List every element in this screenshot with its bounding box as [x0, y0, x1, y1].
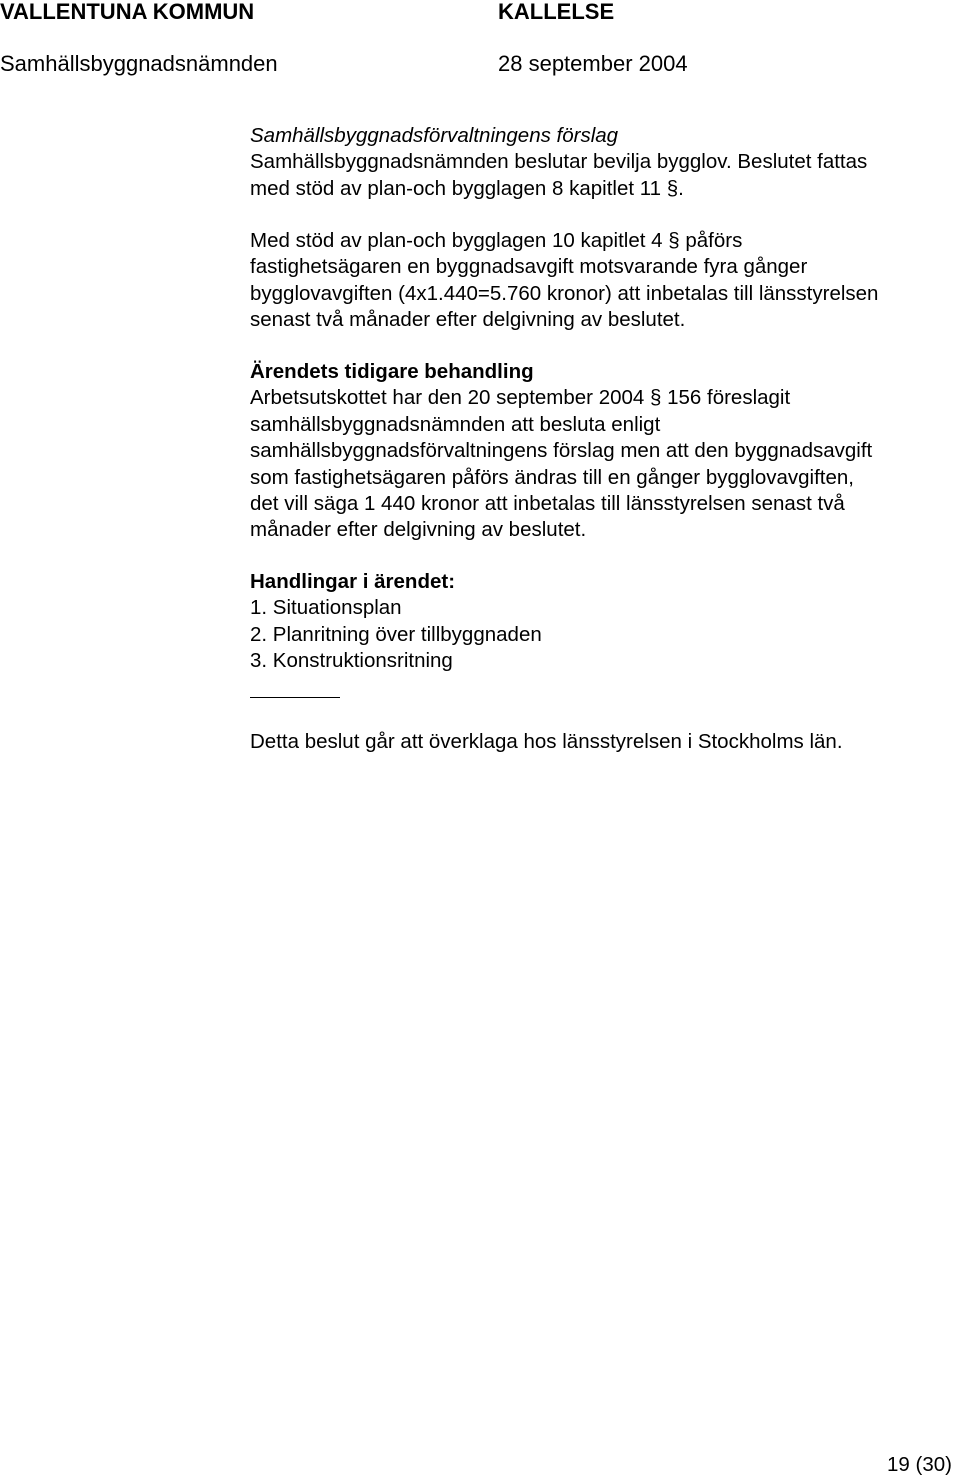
history-text-line: månader efter delgivning av beslutet.	[250, 518, 587, 542]
appeal-note: Detta beslut går att överklaga hos länsstyrelsen i Stockholms län.	[250, 730, 843, 753]
document-list-item: 2. Planritning över tillbyggnaden	[250, 622, 542, 646]
history-text-line: samhällsbyggnadsnämnden att besluta enligt	[250, 412, 661, 436]
organization-name: VALLENTUNA KOMMUN	[0, 0, 255, 24]
history-text-line: Arbetsutskottet har den 20 september 2004 § 156 föreslagit	[250, 386, 791, 410]
fee-text-line: fastighetsägaren en byggnadsavgift motsvarande fyra gånger	[250, 255, 808, 279]
history-text-line: samhällsbyggnadsförvaltningens förslag men att den byggnadsavgift	[250, 439, 873, 463]
history-text-line: som fastighetsägaren påförs ändras till en gånger bygglovavgiften,	[250, 465, 854, 489]
documents-heading: Handlingar i ärendet:	[250, 570, 456, 593]
document-list-item: 1. Situationsplan	[250, 596, 402, 620]
document-list-item: 3. Konstruktionsritning	[250, 649, 453, 673]
fee-text-line: senast två månader efter delgivning av beslutet.	[250, 308, 686, 332]
proposal-section	[250, 123, 867, 202]
fee-text-line: bygglovavgiften (4x1.440=5.760 kronor) att inbetalas till länsstyrelsen	[250, 281, 879, 305]
page-number: 19 (30)	[887, 1453, 952, 1476]
fee-paragraph	[250, 228, 878, 334]
history-section	[250, 359, 872, 544]
committee-name: Samhällsbyggnadsnämnden	[0, 51, 278, 76]
history-heading: Ärendets tidigare behandling	[250, 360, 534, 383]
meeting-date: 28 september 2004	[498, 51, 688, 76]
proposal-text-line: Samhällsbyggnadsnämnden beslutar bevilja bygglov. Beslutet fattas	[250, 150, 868, 174]
separator-line	[250, 697, 340, 698]
proposal-heading: Samhällsbyggnadsförvaltningens förslag	[250, 124, 619, 147]
fee-text-line: Med stöd av plan-och bygglagen 10 kapitlet 4 § påförs	[250, 229, 743, 252]
documents-section	[250, 569, 542, 675]
proposal-text-line: med stöd av plan-och bygglagen 8 kapitlet 11 §.	[250, 176, 684, 200]
history-text-line: det vill säga 1 440 kronor att inbetalas till länsstyrelsen senast två	[250, 491, 845, 515]
document-type: KALLELSE	[498, 0, 615, 24]
